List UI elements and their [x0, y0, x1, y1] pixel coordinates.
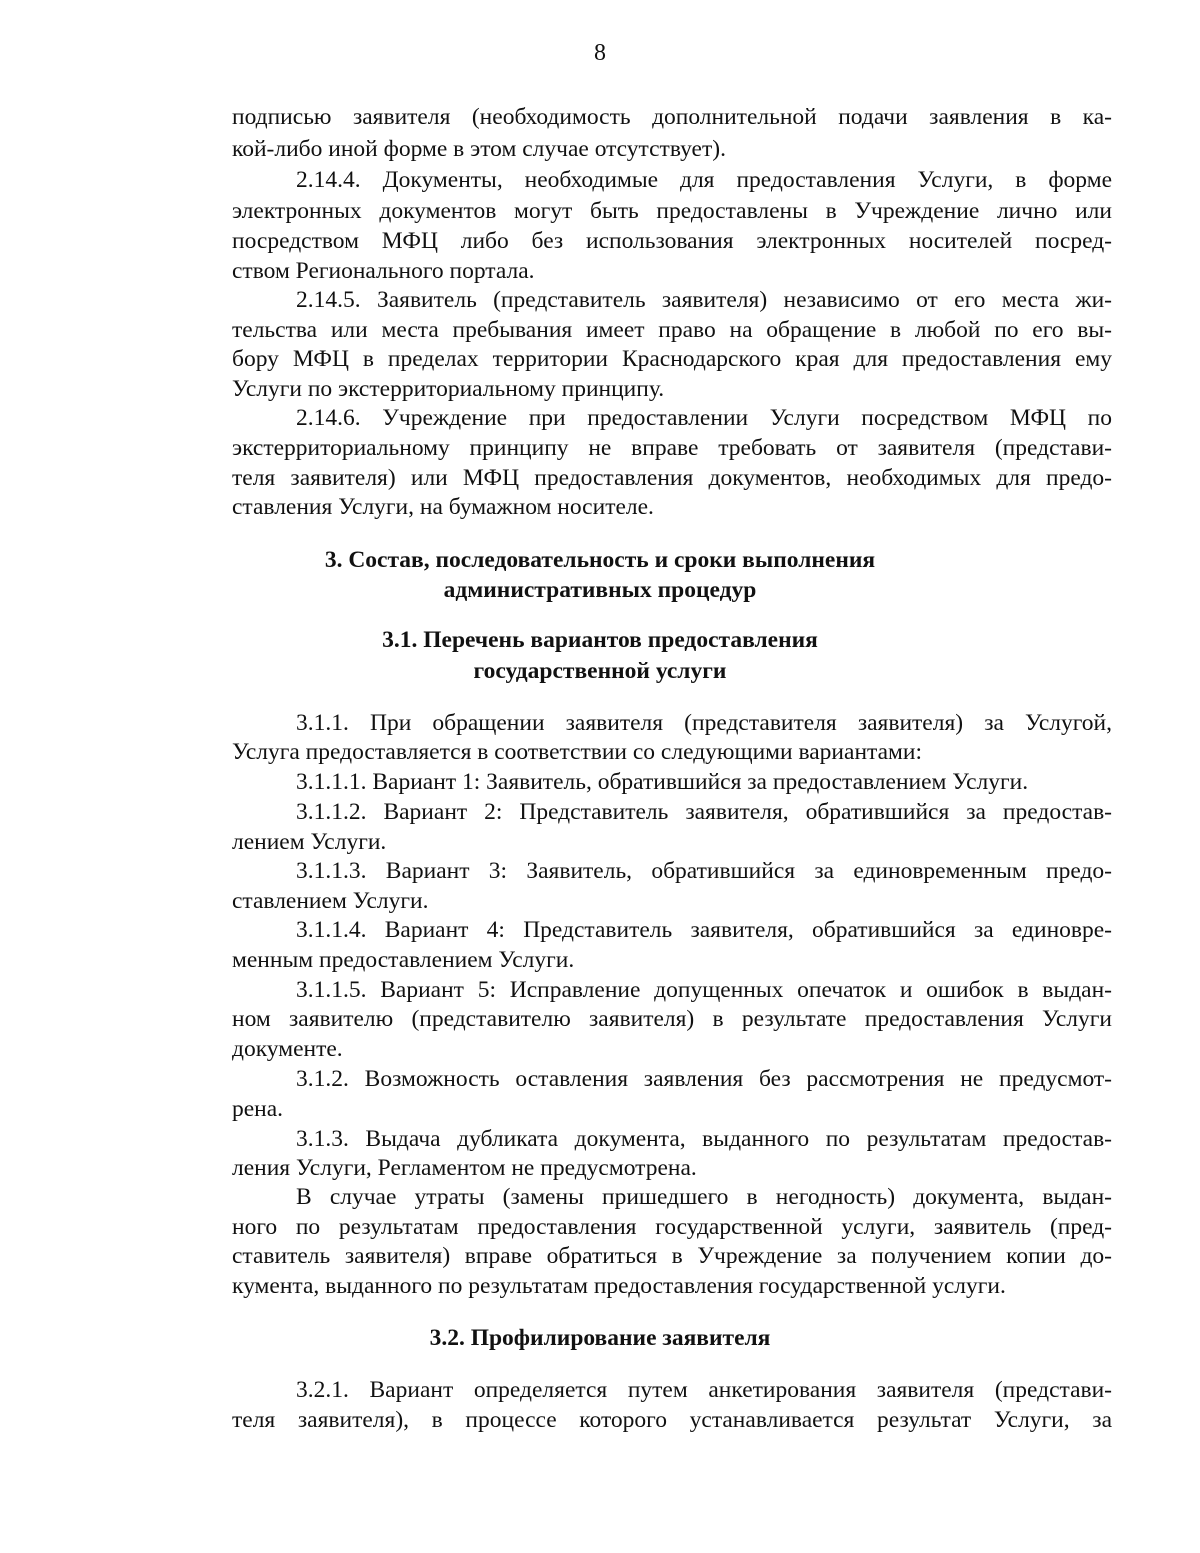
- text-line: ставления Услуги, на бумажном носителе.: [232, 494, 654, 520]
- subsection-heading: государственной услуги: [473, 658, 727, 684]
- text-line: 2.14.4. Документы, необходимые для предоставления Услуги, в форме: [296, 167, 1112, 193]
- text-line: 3.1.1.1. Вариант 1: Заявитель, обратившийся за предоставлением Услуги.: [296, 769, 1029, 795]
- text-line: бору МФЦ в пределах территории Краснодарского края для предоставления ему: [232, 346, 1112, 372]
- text-line: 3.1.1. При обращении заявителя (представителя заявителя) за Услугой,: [296, 710, 1112, 736]
- subsection-heading: 3.1. Перечень вариантов предоставления: [382, 627, 818, 653]
- text-line: ного по результатам предоставления государственной услуги, заявитель (пред-: [232, 1214, 1112, 1240]
- text-line: 2.14.5. Заявитель (представитель заявителя) независимо от его места жи-: [296, 287, 1112, 313]
- text-line: 3.1.1.2. Вариант 2: Представитель заявителя, обратившийся за предостав-: [296, 799, 1112, 825]
- section-heading: административных процедур: [443, 577, 757, 603]
- text-line: 3.1.1.5. Вариант 5: Исправление допущенных опечаток и ошибок в выдан-: [296, 977, 1112, 1003]
- text-line: тельства или места пребывания имеет право на обращение в любой по его вы-: [232, 317, 1112, 343]
- text-line: ством Регионального портала.: [232, 258, 535, 284]
- page-number: 8: [594, 40, 606, 66]
- text-line: экстерриториальному принципу не вправе требовать от заявителя (представи-: [232, 435, 1112, 461]
- text-line: 3.2.1. Вариант определяется путем анкетирования заявителя (представи-: [296, 1377, 1112, 1403]
- text-line: 3.1.1.3. Вариант 3: Заявитель, обратившийся за единовременным предо-: [296, 858, 1112, 884]
- text-line: 3.1.3. Выдача дубликата документа, выданного по результатам предостав-: [296, 1126, 1112, 1152]
- text-line: рена.: [232, 1096, 284, 1122]
- text-line: 3.1.1.4. Вариант 4: Представитель заявителя, обратившийся за единовре-: [296, 917, 1112, 943]
- text-line: ном заявителю (представителю заявителя) в результате предоставления Услуги: [232, 1006, 1112, 1032]
- section-heading: 3. Состав, последовательность и сроки выполнения: [324, 547, 876, 573]
- text-line: кой-либо иной форме в этом случае отсутствует).: [232, 136, 726, 162]
- text-line: документе.: [232, 1036, 343, 1062]
- text-line: В случае утраты (замены пришедшего в негодность) документа, выдан-: [296, 1184, 1112, 1210]
- text-line: ставлением Услуги.: [232, 888, 429, 914]
- subsection-heading: 3.2. Профилирование заявителя: [429, 1325, 771, 1351]
- text-line: подписью заявителя (необходимость дополнительной подачи заявления в ка-: [232, 104, 1112, 130]
- text-line: Услуга предоставляется в соответствии со следующими вариантами:: [232, 739, 922, 765]
- text-line: лением Услуги.: [232, 829, 387, 855]
- text-line: 3.1.2. Возможность оставления заявления без рассмотрения не предусмот-: [296, 1066, 1112, 1092]
- text-line: менным предоставлением Услуги.: [232, 947, 575, 973]
- text-line: ления Услуги, Регламентом не предусмотрена.: [232, 1155, 697, 1181]
- text-line: ставитель заявителя) вправе обратиться в Учреждение за получением копии до-: [232, 1243, 1112, 1269]
- text-line: Услуги по экстерриториальному принципу.: [232, 376, 665, 402]
- text-line: посредством МФЦ либо без использования электронных носителей посред-: [232, 228, 1112, 254]
- text-line: кумента, выданного по результатам предоставления государственной услуги.: [232, 1273, 1006, 1299]
- text-line: электронных документов могут быть предоставлены в Учреждение лично или: [232, 198, 1112, 224]
- text-line: теля заявителя) или МФЦ предоставления документов, необходимых для предо-: [232, 465, 1112, 491]
- text-line: теля заявителя), в процессе которого устанавливается результат Услуги, за: [232, 1407, 1112, 1433]
- text-line: 2.14.6. Учреждение при предоставлении Услуги посредством МФЦ по: [296, 405, 1112, 431]
